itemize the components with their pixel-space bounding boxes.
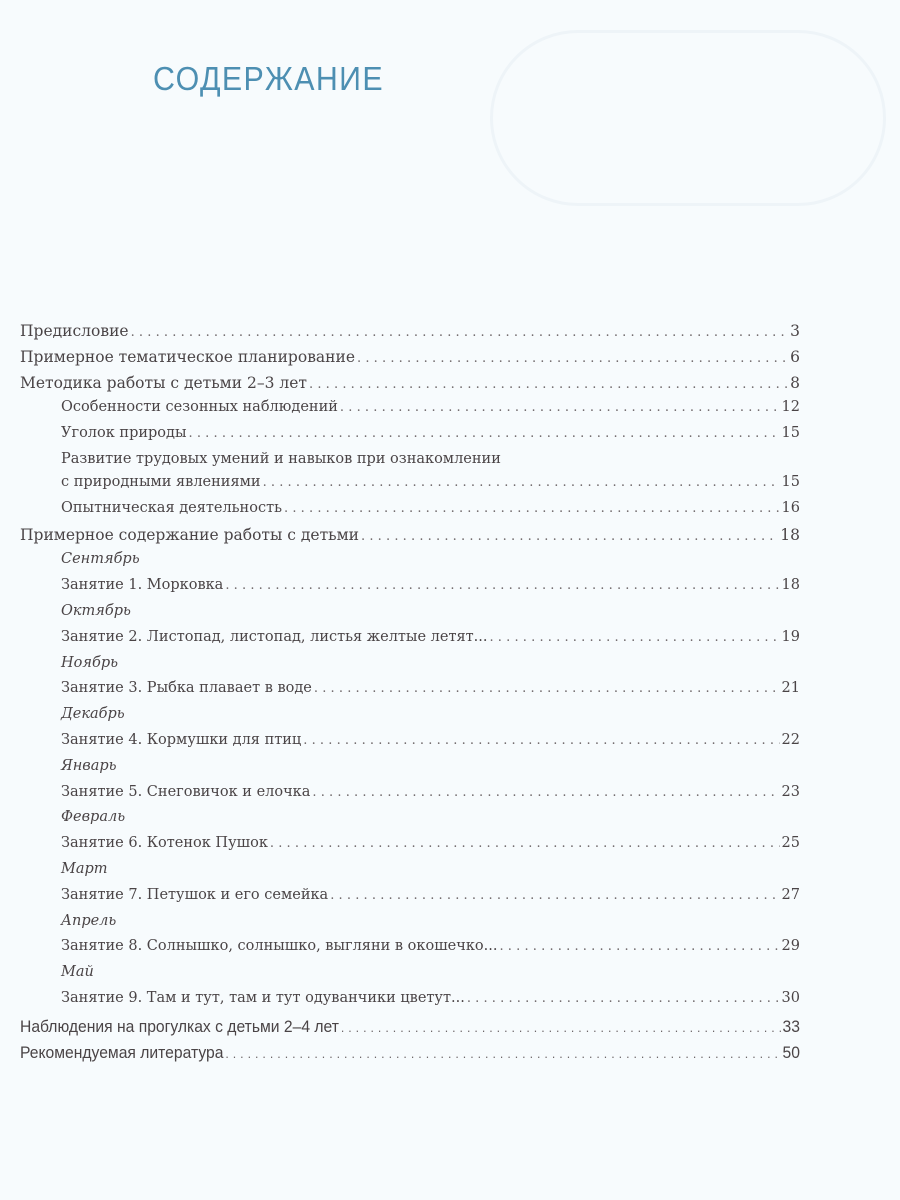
toc-entry-page: 18 (780, 525, 800, 544)
toc-entry-page: 6 (790, 347, 800, 366)
toc-entry[interactable] (20, 680, 800, 706)
toc-entry-label: Рекомендуемая литература (20, 1043, 224, 1062)
toc-entry-page: 15 (781, 473, 800, 490)
leader-dots (330, 888, 779, 903)
toc-entry-page: 15 (781, 425, 800, 442)
toc-entry[interactable] (20, 500, 800, 526)
leader-dots (312, 785, 779, 800)
page-title: СОДЕРЖАНИЕ (153, 60, 385, 97)
toc-entry-label: Занятие 5. Снеговичок и елочка (61, 783, 311, 800)
toc-entry[interactable] (20, 835, 800, 861)
toc-entry-label: Занятие 7. Петушок и его семейка (61, 886, 329, 903)
toc-month-heading: Май (61, 964, 94, 981)
toc-entry[interactable] (20, 374, 800, 400)
leader-dots (489, 630, 779, 645)
toc-entry[interactable] (20, 1018, 800, 1044)
toc-entry[interactable] (20, 887, 800, 913)
toc-entry[interactable] (20, 526, 800, 552)
toc-entry-continuation[interactable] (20, 474, 800, 500)
toc-entry-page: 50 (782, 1043, 800, 1062)
toc-month-heading: Сентябрь (61, 551, 140, 568)
toc-entry-page: 22 (781, 731, 800, 748)
toc-entry-page: 27 (781, 886, 800, 903)
toc-entry-label: Предисловие (20, 322, 129, 340)
toc-entry[interactable] (20, 938, 800, 964)
toc-entry-label: Особенности сезонных наблюдений (61, 399, 338, 416)
toc-entry-page: 8 (790, 373, 800, 392)
toc-entry-label: Занятие 8. Солнышко, солнышко, выгляни в окошечко... (61, 938, 498, 955)
toc-entry-label: Занятие 1. Морковка (61, 577, 224, 594)
leader-dots (357, 351, 788, 366)
leader-dots (467, 991, 780, 1006)
toc-month-heading: Январь (61, 757, 117, 774)
toc-entry-label: Занятие 9. Там и тут, там и тут одуванчики цветут... (61, 989, 465, 1006)
toc-month-heading: Апрель (61, 912, 117, 929)
toc-entry-page: 30 (781, 989, 800, 1006)
leader-dots (361, 529, 778, 544)
toc-entry-label: Наблюдения на прогулках с детьми 2–4 лет (20, 1017, 339, 1036)
toc-entry-label: Методика работы с детьми 2–3 лет (20, 373, 307, 392)
toc-entry[interactable] (20, 784, 800, 810)
toc-entry[interactable] (20, 732, 800, 758)
bleed-through-decoration (490, 30, 886, 206)
toc-month-heading: Ноябрь (61, 654, 119, 671)
toc-entry[interactable] (20, 451, 800, 474)
toc-entry-label: Занятие 2. Листопад, листопад, листья желтые летят... (61, 628, 488, 645)
toc-entry-page: 25 (781, 835, 800, 852)
toc-entry-page: 23 (781, 783, 800, 800)
toc-entry-label: Уголок природы (61, 425, 187, 442)
leader-dots (131, 325, 789, 340)
table-of-contents (20, 322, 800, 1069)
leader-dots (314, 681, 780, 696)
toc-entry-page: 21 (781, 680, 800, 697)
leader-dots (340, 400, 780, 415)
toc-month-heading: Февраль (61, 809, 126, 826)
leader-dots (341, 1020, 781, 1035)
leader-dots (309, 377, 788, 392)
toc-month-heading: Декабрь (61, 706, 125, 723)
leader-dots (284, 501, 780, 516)
leader-dots (225, 1046, 780, 1061)
toc-entry[interactable] (20, 1044, 800, 1070)
toc-entry-label: Примерное содержание работы с детьми (20, 525, 359, 544)
toc-entry[interactable] (20, 348, 800, 374)
toc-entry-label: Опытническая деятельность (61, 499, 282, 516)
toc-entry-page: 3 (790, 322, 800, 340)
toc-entry-page: 16 (781, 499, 800, 516)
toc-entry[interactable] (20, 577, 800, 603)
toc-entry-label: Занятие 3. Рыбка плавает в воде (61, 680, 312, 697)
toc-entry-page: 12 (781, 399, 800, 416)
toc-entry-label: Занятие 4. Кормушки для птиц (61, 731, 302, 748)
toc-entry-label: Развитие трудовых умений и навыков при ознакомлении (61, 450, 501, 467)
leader-dots (270, 836, 780, 851)
toc-entry-page: 18 (781, 577, 800, 594)
leader-dots (263, 475, 780, 490)
toc-entry-page: 33 (782, 1017, 800, 1036)
toc-entry[interactable] (20, 399, 800, 425)
toc-entry[interactable] (20, 322, 800, 348)
toc-entry-page: 29 (781, 938, 800, 955)
toc-entry[interactable] (20, 990, 800, 1016)
toc-month-heading: Март (61, 860, 108, 877)
leader-dots (225, 578, 779, 593)
toc-entry[interactable] (20, 629, 800, 655)
toc-entry[interactable] (20, 425, 800, 451)
toc-month-heading: Октябрь (61, 602, 131, 619)
toc-entry-label: с природными явлениями (61, 473, 261, 490)
leader-dots (303, 733, 779, 748)
toc-entry-label: Примерное тематическое планирование (20, 347, 355, 366)
toc-entry-label: Занятие 6. Котенок Пушок (61, 835, 268, 852)
toc-entry-page: 19 (781, 628, 800, 645)
leader-dots (189, 426, 780, 441)
leader-dots (499, 939, 779, 954)
